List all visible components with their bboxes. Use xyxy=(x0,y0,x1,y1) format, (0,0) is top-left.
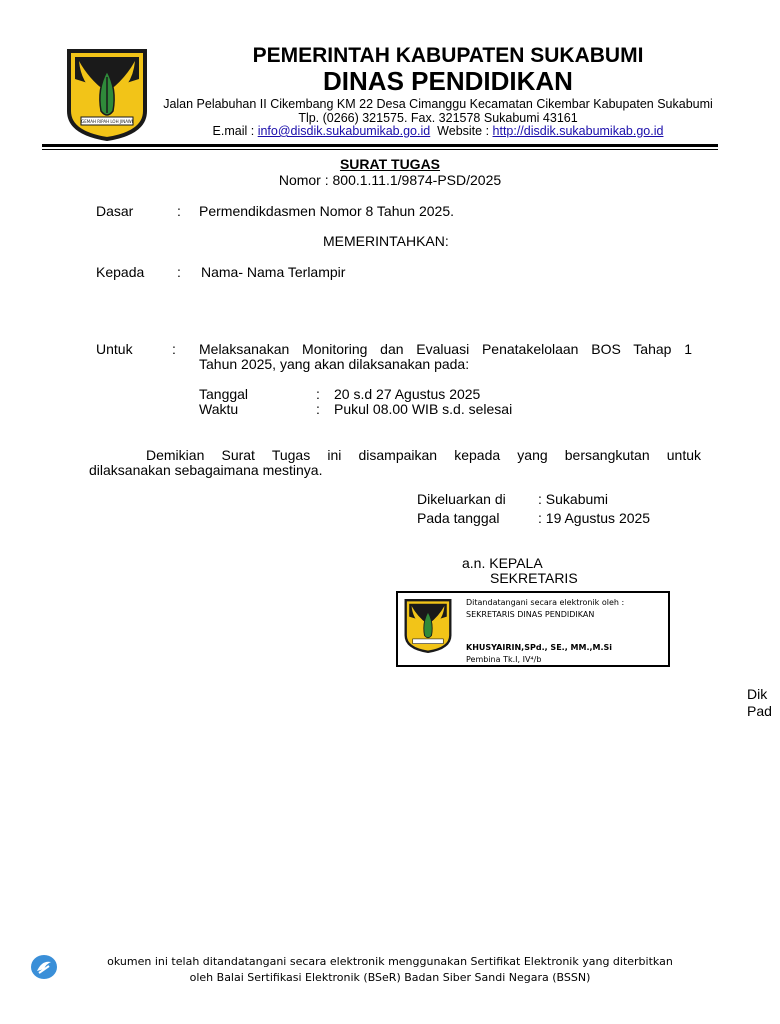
memerintahkan-heading: MEMERINTAHKAN: xyxy=(323,233,449,249)
electronic-signature-box xyxy=(396,591,670,667)
kepada-value: Nama- Nama Terlampir xyxy=(201,264,346,280)
letter-number: Nomor : 800.1.11.1/9874-PSD/2025 xyxy=(278,172,502,188)
header-address: Jalan Pelabuhan II Cikembang KM 22 Desa Cimanggu Kecamatan Cikembar Kabupaten Sukabumi xyxy=(163,97,713,111)
header-contact xyxy=(158,124,718,138)
tanggal-label: Tanggal xyxy=(199,386,249,402)
footer-line2: oleh Balai Sertifikasi Elektronik (BSeR) Badan Siber Sandi Negara (BSSN) xyxy=(189,971,591,984)
cutoff-text-line2: Pad xyxy=(747,703,772,719)
kepada-label: Kepada xyxy=(96,264,145,280)
website-link[interactable]: http://disdik.sukabumikab.go.id xyxy=(492,124,664,138)
letter-title: SURAT TUGAS xyxy=(339,156,441,172)
issued-date-label: Pada tanggal xyxy=(417,510,500,526)
untuk-colon: : xyxy=(172,341,176,357)
waktu-label: Waktu xyxy=(199,401,239,417)
header-divider-thin xyxy=(42,149,718,150)
signatory-position: SEKRETARIS xyxy=(490,570,578,586)
tanggal-colon: : xyxy=(316,386,320,402)
waktu-colon: : xyxy=(316,401,320,417)
header-government-name: PEMERINTAH KABUPATEN SUKABUMI xyxy=(252,44,644,67)
dasar-colon: : xyxy=(177,203,181,219)
issued-at-value: : Sukabumi xyxy=(538,491,609,507)
signature-rank: Pembina Tk.I, IV⁴/b xyxy=(466,655,542,664)
logo-motto: GEMAH RIPAH LOH JINAWI xyxy=(81,119,133,124)
header-phone: Tlp. (0266) 321575. Fax. 321578 Sukabumi 43161 xyxy=(298,111,578,125)
tanggal-value: 20 s.d 27 Agustus 2025 xyxy=(334,386,481,402)
signature-line2: SEKRETARIS DINAS PENDIDIKAN xyxy=(466,610,595,619)
waktu-value: Pukul 08.00 WIB s.d. selesai xyxy=(334,401,513,417)
signature-line1: Ditandatangani secara elektronik oleh : xyxy=(466,598,625,607)
untuk-label: Untuk xyxy=(96,341,133,357)
signatory-an: a.n. KEPALA xyxy=(462,555,543,571)
cutoff-text-line1: Dik xyxy=(747,686,768,702)
website-label: Website : xyxy=(430,124,493,138)
sukabumi-coat-of-arms-logo xyxy=(67,49,147,141)
email-label: E.mail : xyxy=(212,124,258,138)
header-agency-name: DINAS PENDIDIKAN xyxy=(323,66,573,96)
kepada-colon: : xyxy=(177,264,181,280)
dasar-value: Permendikdasmen Nomor 8 Tahun 2025. xyxy=(199,203,455,219)
closing-text-line2: dilaksanakan sebagaimana mestinya. xyxy=(89,462,323,478)
footer-line1: okumen ini telah ditandatangani secara elektronik menggunakan Sertifikat Elektronik yang diterbitkan xyxy=(107,955,673,968)
closing-text-line1: Demikian Surat Tugas ini disampaikan kepada yang bersangkutan untuk xyxy=(146,447,701,463)
header-divider-thick xyxy=(42,144,718,147)
untuk-text-line1: Melaksanakan Monitoring dan Evaluasi Penatakelolaan BOS Tahap 1 xyxy=(199,341,692,357)
signature-name: KHUSYAIRIN,SPd., SE., MM.,M.Si xyxy=(466,643,613,652)
issued-at-label: Dikeluarkan di xyxy=(417,491,506,507)
issued-date-value: : 19 Agustus 2025 xyxy=(538,510,651,526)
signature-logo xyxy=(404,599,452,653)
untuk-text-line2: Tahun 2025, yang akan dilaksanakan pada: xyxy=(199,356,470,372)
email-link[interactable]: info@disdik.sukabumikab.go.id xyxy=(257,124,431,138)
dasar-label: Dasar xyxy=(96,203,134,219)
